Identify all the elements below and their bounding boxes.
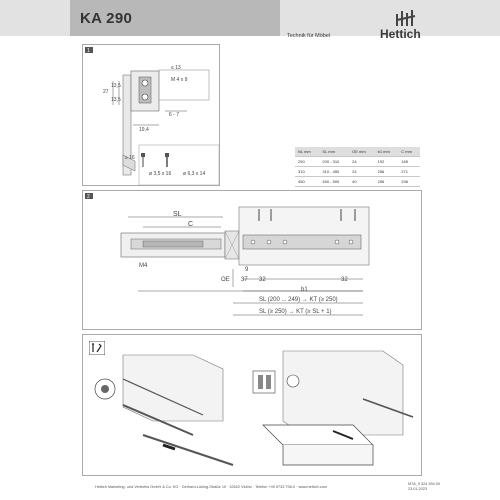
table-cell: 192	[375, 157, 399, 167]
table-cell: 250	[295, 157, 319, 167]
col-oe: OE mm	[349, 147, 374, 157]
installation-drawing	[83, 335, 421, 475]
product-title: KA 290	[80, 10, 133, 27]
dim-19-4: 19,4	[139, 127, 149, 133]
footer-doc-id	[408, 482, 440, 492]
col-b1: b1 mm	[375, 147, 399, 157]
mounting-drawing	[83, 45, 219, 185]
doc-date: 23.01.2023	[408, 487, 428, 491]
brand-name: Hettich	[380, 27, 421, 41]
hettich-logo-icon	[394, 8, 418, 28]
table-row	[295, 167, 420, 177]
table-cell: 24	[349, 167, 374, 177]
table-row	[295, 157, 420, 167]
dim-13-5-bottom: 13,5	[111, 97, 121, 103]
col-c: C mm	[398, 147, 420, 157]
table-cell: 310	[295, 167, 319, 177]
panel-drilling-plan	[82, 190, 422, 330]
table-cell: 450	[295, 177, 319, 187]
panel-number: 2	[87, 194, 90, 200]
dim-c: C	[188, 221, 194, 228]
drilling-drawing	[83, 191, 421, 329]
dim-13-5-top: 13,5	[111, 83, 121, 89]
screw-spec-3-5x16: ø 3,5 x 16	[149, 171, 172, 177]
table-cell: 24	[349, 157, 374, 167]
panel-mounting-detail	[82, 44, 220, 186]
table-cell: 256	[375, 177, 399, 187]
dim-min-16: ≥ 16	[125, 155, 135, 161]
table-cell: 450 - 500	[319, 177, 349, 187]
screw-spec-6-3x14: ø 6,3 x 14	[183, 171, 206, 177]
doc-number: MTA_9 324 394 00	[408, 482, 441, 486]
spec-table-header	[295, 147, 420, 157]
dim-6-7: 6 - 7	[169, 112, 180, 118]
table-cell: 296	[398, 177, 420, 187]
dim-sl: SL	[173, 211, 182, 218]
panel-number: 1	[87, 48, 90, 54]
footer-company: Hettich Marketing- und Vertriebs GmbH & Co. KG · Gerhard-Lüking-Straße 10 · 32602 Vlotho · Telefon +49 5733 798-0 · www.hettich.com	[95, 485, 327, 489]
dim-oe: OE	[221, 277, 230, 283]
panel-installation	[82, 334, 422, 476]
table-cell: 256	[375, 167, 399, 177]
dim-27: 27	[103, 89, 109, 95]
dim-32-right: 32	[341, 277, 348, 283]
dim-m4: M4	[139, 263, 148, 269]
dim-32-left: 32	[259, 277, 266, 283]
table-cell: 271	[398, 167, 420, 177]
col-sl: SL mm	[319, 147, 349, 157]
table-cell: 40	[349, 177, 374, 187]
formula-sl-short: SL (200 ... 249) → KT (≥ 250)	[259, 297, 338, 303]
tagline: Technik für Möbel	[287, 33, 331, 39]
table-row	[295, 177, 420, 187]
formula-sl-long: SL (≥ 250) → KT (≥ SL + 1)	[259, 309, 332, 315]
spec-table	[295, 147, 420, 187]
table-cell: 310 - 450	[319, 167, 349, 177]
dim-max-13: ≤ 13	[171, 65, 181, 71]
table-cell: 200 - 310	[319, 157, 349, 167]
dim-screw-m4x9: M 4 x 9	[171, 77, 188, 83]
table-cell: 165	[398, 157, 420, 167]
dim-b1: b1	[301, 287, 308, 293]
dim-37: 37	[241, 277, 248, 283]
dim-9: 9	[245, 267, 249, 273]
col-nl: NL mm	[295, 147, 319, 157]
